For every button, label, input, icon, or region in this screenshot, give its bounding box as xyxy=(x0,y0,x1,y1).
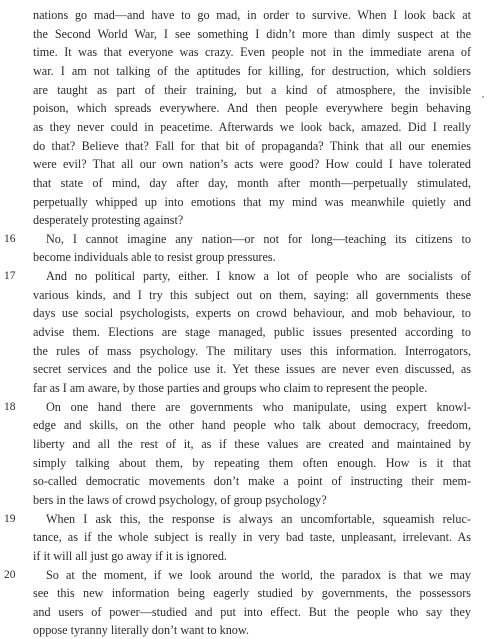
text-line: So at the moment, if we look around the world, the paradox is that we may xyxy=(46,567,471,582)
paragraph-number: 16 xyxy=(4,232,16,245)
text-line: oppose tyranny literally don’t want to know. xyxy=(33,623,249,638)
text-line: No, I cannot imagine any nation—or not for long—teaching its citizens to xyxy=(46,231,471,246)
paragraph-number: 20 xyxy=(4,568,16,581)
text-line: desperately protesting against? xyxy=(33,213,184,228)
text-line: do that? Believe that? Fall for that bit of propaganda? Think that all our enemies xyxy=(33,138,471,153)
text-line: simply talking about them, by repeating them often enough. How is it that xyxy=(33,455,471,470)
text-line: secret services and the police use it. Yet these issues are never even discussed, as xyxy=(33,362,471,377)
text-line: And no political party, either. I know a lot of people who are socialists of xyxy=(46,269,471,284)
text-line: if it will all just go away if it is ignored. xyxy=(33,548,227,563)
text-line: as they never could in peacetime. Afterwards we look back, amazed. Did I really xyxy=(33,119,471,134)
text-line: war. I am not talking of the aptitudes for killing, for destruction, which soldiers xyxy=(33,63,471,78)
text-line: nations go mad—and have to go mad, in order to survive. When I look back at xyxy=(33,8,471,22)
text-line: are taught as part of their training, but a kind of atmosphere, the invisible xyxy=(33,82,471,97)
text-line: edge and skills, on the other hand people who talk about democracy, freedom, xyxy=(33,418,471,433)
scan-speck xyxy=(482,96,484,98)
text-line: time. It was that everyone was crazy. Even people not in the immediate arena of xyxy=(33,45,471,60)
text-line: days use social psychologists, experts on crowd behaviour, and mob behaviour, to xyxy=(33,306,471,321)
text-line: were evil? That all our own nation’s acts were good? How could I have tolerated xyxy=(33,157,471,172)
text-line: that state of mind, day after day, month after month—perpetually stimulated, xyxy=(33,175,471,190)
paragraph-number: 19 xyxy=(4,512,16,525)
text-line: become individuals able to resist group pressures. xyxy=(33,250,276,265)
text-line: the Second World War, I see something I didn’t more than dimly suspect at the xyxy=(33,26,471,41)
text-line: tance, as if the whole subject is really in very bad taste, unpleasant, irrelevant. As xyxy=(33,530,471,545)
text-line: bers in the laws of crowd psychology, of group psychology? xyxy=(33,492,327,507)
text-line: and users of power—studied and put into effect. But the people who say they xyxy=(33,604,471,619)
paragraph-number: 18 xyxy=(4,400,16,413)
text-line: perpetually whipped up into emotions that my mind was meanwhile quietly and xyxy=(33,194,471,209)
text-line: advise them. Elections are stage managed, public issues presented according to xyxy=(33,325,471,340)
text-line: the rules of mass psychology. The military uses this information. Interrogators, xyxy=(33,343,471,358)
text-line: liberty and all the rest of it, as if these values are created and maintained by xyxy=(33,436,471,451)
paragraph-number: 17 xyxy=(4,270,16,283)
text-line: poison, which spreads everywhere. And then people everywhere begin behaving xyxy=(33,101,471,116)
text-line: When I ask this, the response is always an uncomfortable, squeamish reluc- xyxy=(46,511,471,526)
text-line: On one hand there are governments who manipulate, using expert knowl- xyxy=(46,399,471,414)
text-line: so-called democratic movements don’t make a point of instructing their mem- xyxy=(33,474,471,489)
text-line: far as I am aware, by those parties and groups who claim to represent the people. xyxy=(33,381,428,395)
text-line: see this new information being eagerly studied by governments, the possessors xyxy=(33,586,471,601)
text-line: various kinds, and I try this subject out on them, saying: all governments these xyxy=(33,287,471,302)
